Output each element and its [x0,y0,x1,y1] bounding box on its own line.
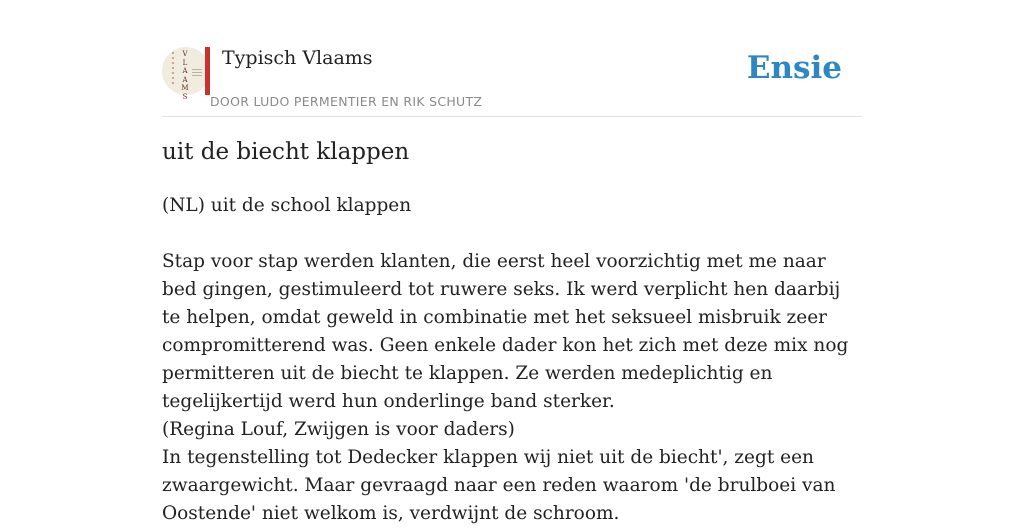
entry-title: uit de biecht klappen [162,139,410,165]
paragraph-gap [162,220,862,248]
entry-quote: Stap voor stap werden klanten, die eerst heel voorzichtig met me naar bed gingen, gestimuleerd tot ruwere seks. Ik werd verplicht hen daarbij te helpen, omdat geweld in combinatie met het seksueel misbruik zeer compromitterend was. Geen enkele dader kon het zich met deze mix nog permitteren uit de biecht te klappen. Ze werden medeplichtig en tegelijkertijd werd hun onderlinge band sterker. [162,251,849,412]
entry-body [162,192,862,528]
blog-authors: DOOR LUDO PERMENTIER EN RIK SCHUTZ [210,94,483,109]
logo-text-lines [192,69,202,77]
entry-equivalent: (NL) uit de school klappen [162,195,412,216]
blog-logo[interactable] [162,47,210,101]
blog-title[interactable]: Typisch Vlaams [222,47,373,69]
logo-lettering: V L A A M S [181,50,189,101]
logo-red-bar [205,47,210,95]
blog-header [162,44,862,117]
entry-quote-source: (Regina Louf, Zwijgen is voor daders) [162,419,515,440]
ensie-brand-link[interactable]: Ensie [746,50,842,86]
logo-side-dots [172,52,174,84]
entry-example: In tegenstelling tot Dedecker klappen wij niet uit de biecht', zegt een zwaargewicht. Maar gevraagd naar een reden waarom 'de brulboei van Oostende' niet welkom is, verdwijnt de schroom. [162,447,836,524]
